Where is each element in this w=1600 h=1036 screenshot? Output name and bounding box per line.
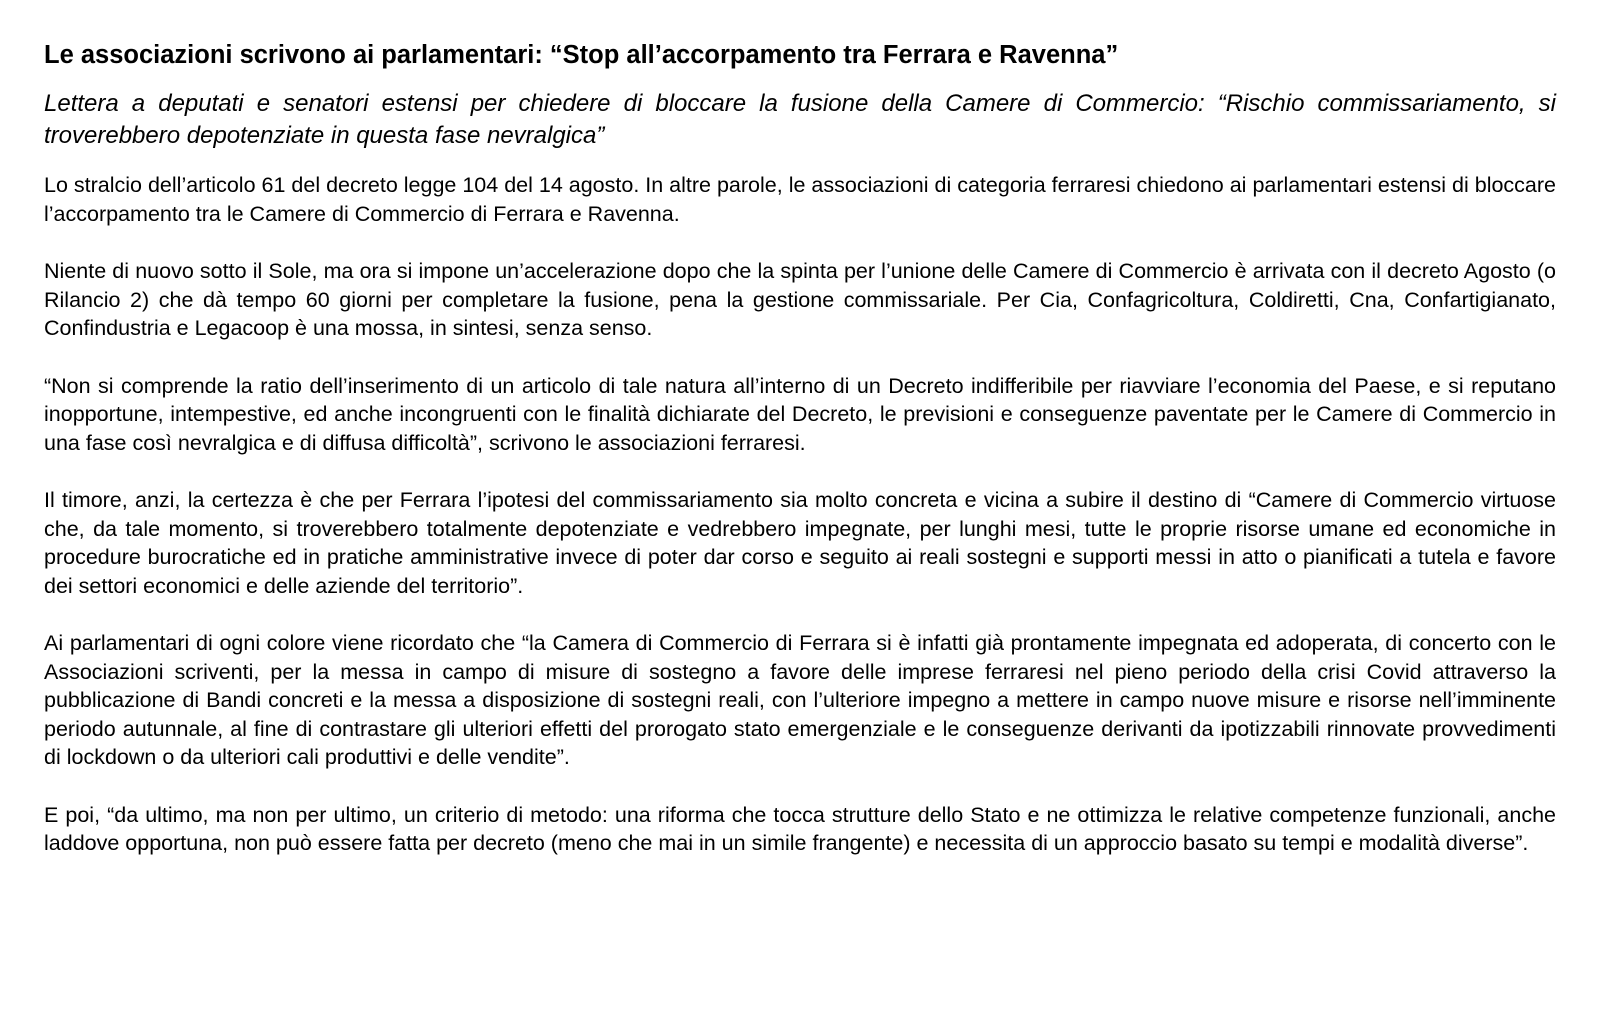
article-subtitle: Lettera a deputati e senatori estensi per chiedere di bloccare la fusione della Camere di Commercio: “Rischio commissariamento, si troverebbero depotenziate in questa fase nevralgica”: [44, 90, 1556, 149]
article-paragraph-6: E poi, “da ultimo, ma non per ultimo, un criterio di metodo: una riforma che tocca strutture dello Stato e ne ottimizza le relative competenze funzionali, anche laddove opportuna, non può essere fatta per decreto (meno che mai in un simile frangente) e necessita di un approccio basato su tempi e modalità diverse”.: [44, 802, 1556, 855]
article-paragraph-1: Lo stralcio dell’articolo 61 del decreto legge 104 del 14 agosto. In altre parole, le associazioni di categoria ferraresi chiedono ai parlamentari estensi di bloccare l’accorpamento tra le Camere di Commercio di Ferrara e Ravenna.: [44, 173, 1556, 226]
article: [44, 38, 1556, 887]
article-paragraph-2: Niente di nuovo sotto il Sole, ma ora si impone un’accelerazione dopo che la spinta per l’unione delle Camere di Commercio è arrivata con il decreto Agosto (o Rilancio 2) che dà tempo 60 giorni per completare la fusione, pena la gestione commissariale. Per Cia, Confagricoltura, Coldiretti, Cna, Confartigianato, Confindustria e Legacoop è una mossa, in sintesi, senza senso.: [44, 259, 1556, 340]
article-paragraph-5: Ai parlamentari di ogni colore viene ricordato che “la Camera di Commercio di Ferrara si è infatti già prontamente impegnata ed adoperata, di concerto con le Associazioni scriventi, per la messa in campo di misure di sostegno a favore delle imprese ferraresi nel pieno periodo della crisi Covid attraverso la pubblicazione di Bandi concreti e la messa a disposizione di sostegni reali, con l’ulteriore impegno a mettere in campo nuove misure e risorse nell’imminente periodo autunnale, al fine di contrastare gli ulteriori effetti del prorogato stato emergenziale e le conseguenze derivanti da ipotizzabili rinnovate provvedimenti di lockdown o da ulteriori cali produttivi e delle vendite”.: [44, 631, 1556, 769]
article-paragraph-4: Il timore, anzi, la certezza è che per Ferrara l’ipotesi del commissariamento sia molto concreta e vicina a subire il destino di “Camere di Commercio virtuose che, da tale momento, si troverebbero totalmente depotenziate e vedrebbero impegnate, per lunghi mesi, tutte le proprie risorse umane ed economiche in procedure burocratiche ed in pratiche amministrative invece di poter dar corso e seguito ai reali sostegni e supporti messi in atto o pianificati a tutela e favore dei settori economici e delle aziende del territorio”.: [44, 488, 1556, 598]
article-paragraph-3: “Non si comprende la ratio dell’inserimento di un articolo di tale natura all’interno di un Decreto indifferibile per riavviare l’economia del Paese, e si reputano inopportune, intempestive, ed anche incongruenti con le finalità dichiarate del Decreto, le previsioni e conseguenze paventate per le Camere di Commercio in una fase così nevralgica e di diffusa difficoltà”, scrivono le associazioni ferraresi.: [44, 373, 1556, 455]
article-title: Le associazioni scrivono ai parlamentari: “Stop all’accorpamento tra Ferrara e Ravenna”: [44, 41, 1119, 69]
